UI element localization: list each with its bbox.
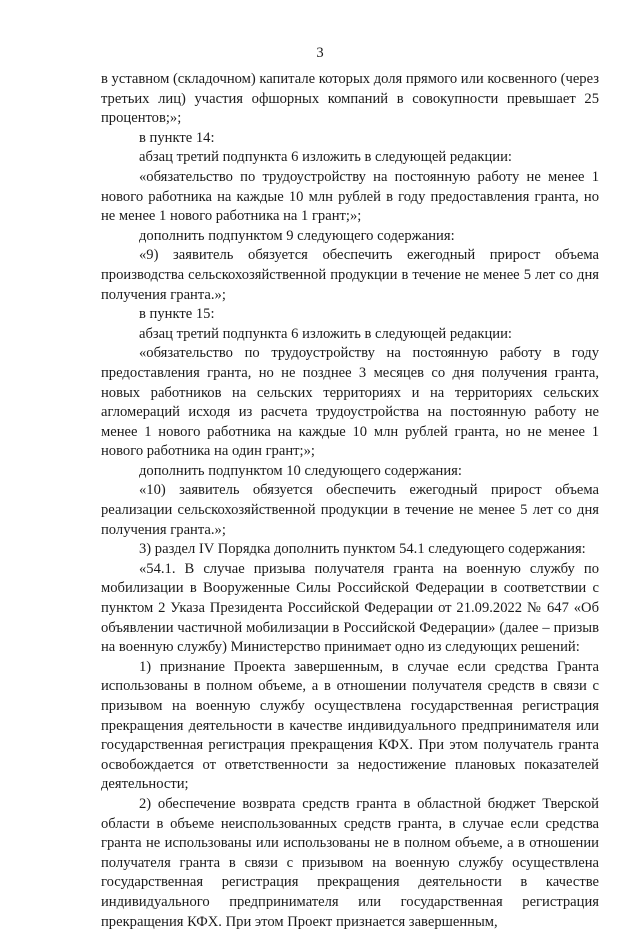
paragraph: 3) раздел IV Порядка дополнить пунктом 54.1 следующего содержания: xyxy=(139,541,586,558)
paragraph: в пункте 15: xyxy=(139,306,215,323)
paragraph: абзац третий подпункта 6 изложить в следующей редакции: xyxy=(139,325,512,342)
paragraph: «9) заявитель обязуется обеспечить ежегодный прирост объема производства сельскохозяйственной продукции в течение не менее 5 лет со дня получения гранта.»; xyxy=(101,247,599,303)
paragraph: дополнить подпунктом 10 следующего содержания: xyxy=(139,462,462,479)
paragraph: абзац третий подпункта 6 изложить в следующей редакции: xyxy=(139,149,512,166)
paragraph: дополнить подпунктом 9 следующего содержания: xyxy=(139,227,455,244)
paragraph: «10) заявитель обязуется обеспечить ежегодный прирост объема реализации сельскохозяйственной продукции в течение не менее 5 лет со дня получения гранта.»; xyxy=(101,482,599,538)
paragraph: в пункте 14: xyxy=(139,129,215,146)
document-body xyxy=(101,70,599,932)
paragraph: «54.1. В случае призыва получателя гранта на военную службу по мобилизации в Вооруженные Силы Российской Федерации в соответствии с пунктом 2 Указа Президента Российской Федерации от 21.09.2022 № 647 «Об объявлении частичной мобилизации в Российской Федерации» (далее – призыв на военную службу) Министерство принимает одно из следующих решений: xyxy=(101,560,599,656)
paragraph: 2) обеспечение возврата средств гранта в областной бюджет Тверской области в объеме неиспользованных средств гранта, в случае если средства гранта не использованы или использованы не в полном объеме, а в отношении получателя гранта в связи с призывом на военную службу осуществлена государственная регистрация прекращения деятельности в качестве индивидуального предпринимателя или государственная регистрация прекращения КФХ. При этом Проект признается завершенным, xyxy=(101,795,599,930)
paragraph: в уставном (складочном) капитале которых доля прямого или косвенного (через третьих лиц) участия офшорных компаний в совокупности превышает 25 процентов;»; xyxy=(101,71,600,127)
paragraph: «обязательство по трудоустройству на постоянную работу в году предоставления гранта, но не позднее 3 месяцев со дня получения гранта, новых работников на сельских территориях и на территориях сельских агломераций исходя из расчета трудоустройства на постоянную работу не менее 1 нового работника на каждые 10 млн рублей гранта, но не менее 1 нового работника на один грант;»; xyxy=(101,345,599,460)
paragraph: 1) признание Проекта завершенным, в случае если средства Гранта использованы в полном объеме, а в отношении получателя средств в связи с призывом на военную службу осуществлена государственная регистрация прекращения деятельности в качестве индивидуального предпринимателя или государственная регистрация прекращения КФХ. При этом получатель гранта освобождается от ответственности за недостижение плановых показателей деятельности; xyxy=(101,658,599,793)
page-number: 3 xyxy=(316,45,324,61)
paragraph: «обязательство по трудоустройству на постоянную работу не менее 1 нового работника на каждые 10 млн рублей в году предоставления гранта, но не менее 1 нового работника на 1 грант;»; xyxy=(101,168,599,225)
